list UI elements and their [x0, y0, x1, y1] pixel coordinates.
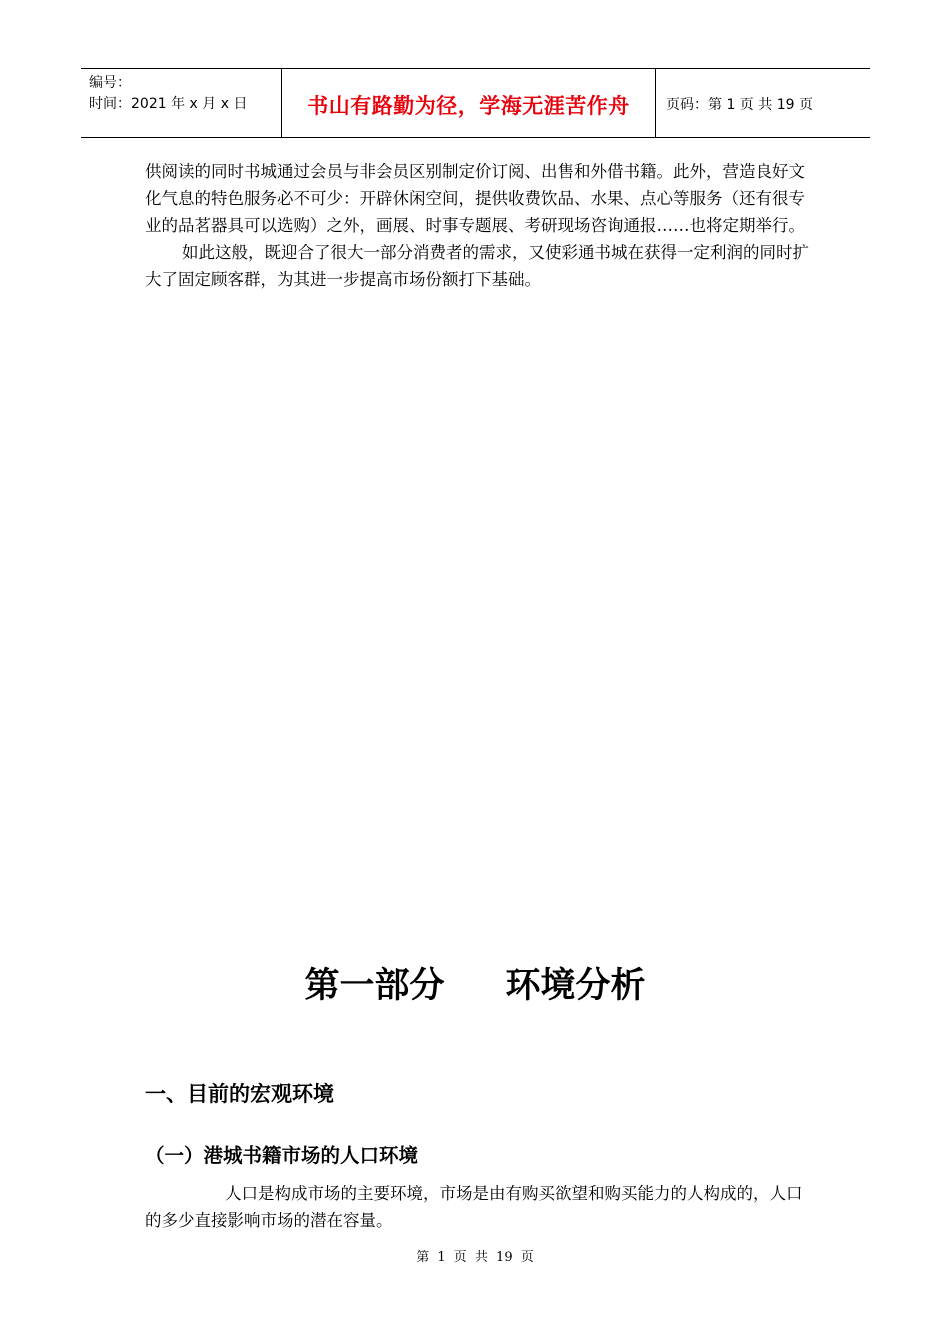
header-table — [81, 68, 870, 138]
header-motto: 书山有路勤为径，学海无涯苦作舟 — [282, 69, 656, 137]
paragraph-3: 人口是构成市场的主要环境，市场是由有购买欲望和购买能力的人构成的，人口的多少直接影响市场的潜在容量。 — [145, 1184, 803, 1230]
population-text-block — [145, 1180, 815, 1234]
date-label: 时间：2021 年 x 月 x 日 — [89, 96, 248, 112]
page-footer: 第 1 页 共 19 页 — [416, 1250, 534, 1265]
paragraph-2: 如此这般，既迎合了很大一部分消费者的需求，又使彩通书城在获得一定利润的同时扩大了固定顾客群，为其进一步提高市场份额打下基础。 — [145, 243, 809, 289]
paragraph-1: 供阅读的同时书城通过会员与非会员区别制定价订阅、出售和外借书籍。此外，营造良好文化气息的特色服务必不可少：开辟休闲空间，提供收费饮品、水果、点心等服务（还有很专业的品茗器具可以选购）之外，画展、时事专题展、考研现场咨询通报……也将定期举行。 — [145, 162, 805, 235]
subsection-heading: （一）港城书籍市场的人口环境 — [145, 1144, 419, 1167]
number-label: 编号： — [89, 75, 131, 91]
part-title: 第一部分 环境分析 — [304, 966, 646, 1006]
header-left-cell — [81, 69, 282, 137]
section-heading: 一、目前的宏观环境 — [145, 1082, 334, 1106]
header-page-info: 页码：第 1 页 共 19 页 — [666, 97, 813, 113]
intro-text-block — [145, 158, 815, 293]
